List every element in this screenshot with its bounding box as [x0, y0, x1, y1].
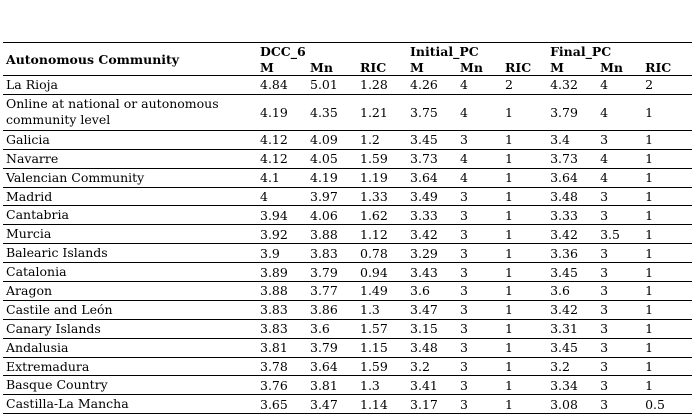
cell-final-m: 3.31: [547, 319, 597, 338]
cell-final-mn: 3: [597, 376, 642, 395]
cell-initial-mn: 3: [457, 357, 502, 376]
table-row: [3, 282, 692, 301]
cell-community: Catalonia: [3, 263, 257, 282]
cell-initial-ric: 1: [502, 395, 547, 414]
cell-initial-ric: 1: [502, 130, 547, 149]
cell-initial-ric: 1: [502, 263, 547, 282]
subheader-initial-ric: RIC: [505, 60, 532, 75]
cell-initial-mn: 4: [457, 94, 502, 130]
cell-final-mn: 3: [597, 357, 642, 376]
cell-final-mn: 3: [597, 300, 642, 319]
cell-dcc6-ric: 1.57: [357, 319, 407, 338]
cell-dcc6-m: 3.89: [257, 263, 307, 282]
cell-dcc6-mn: 4.05: [307, 149, 357, 168]
subheader-initial-mn: Mn: [460, 60, 483, 75]
cell-final-mn: 4: [597, 76, 642, 95]
cell-initial-ric: 1: [502, 282, 547, 301]
cell-dcc6-mn: 3.83: [307, 244, 357, 263]
table-row: [3, 357, 692, 376]
cell-final-m: 3.6: [547, 282, 597, 301]
cell-dcc6-mn: 3.88: [307, 225, 357, 244]
cell-final-ric: 1: [642, 244, 692, 263]
cell-dcc6-ric: 1.12: [357, 225, 407, 244]
cell-dcc6-m: 3.88: [257, 282, 307, 301]
cell-initial-ric: 1: [502, 300, 547, 319]
cell-final-ric: 1: [642, 149, 692, 168]
cell-dcc6-m: 4.12: [257, 130, 307, 149]
cell-final-ric: 1: [642, 282, 692, 301]
cell-initial-m: 3.64: [407, 168, 457, 187]
cell-final-mn: 3: [597, 130, 642, 149]
cell-dcc6-mn: 3.47: [307, 395, 357, 414]
cell-dcc6-ric: 1.14: [357, 395, 407, 414]
cell-dcc6-m: 3.94: [257, 206, 307, 225]
cell-dcc6-ric: 1.49: [357, 282, 407, 301]
cell-final-ric: 1: [642, 206, 692, 225]
cell-community: Galicia: [3, 130, 257, 149]
cell-dcc6-mn: 3.77: [307, 282, 357, 301]
data-table: [3, 42, 692, 414]
table-row: [3, 168, 692, 187]
cell-final-ric: 2: [642, 76, 692, 95]
cell-dcc6-ric: 1.28: [357, 76, 407, 95]
cell-initial-mn: 3: [457, 338, 502, 357]
cell-community: Andalusia: [3, 338, 257, 357]
cell-final-ric: 1: [642, 187, 692, 206]
cell-initial-m: 3.48: [407, 338, 457, 357]
cell-initial-mn: 3: [457, 130, 502, 149]
cell-final-m: 3.64: [547, 168, 597, 187]
cell-initial-mn: 3: [457, 376, 502, 395]
cell-dcc6-ric: 1.21: [357, 94, 407, 130]
cell-final-ric: 1: [642, 130, 692, 149]
cell-community: Extremadura: [3, 357, 257, 376]
cell-dcc6-m: 4.19: [257, 94, 307, 130]
subheader-final-m: M: [550, 60, 564, 75]
cell-community: Canary Islands: [3, 319, 257, 338]
cell-final-mn: 3: [597, 206, 642, 225]
cell-final-mn: 4: [597, 168, 642, 187]
cell-initial-mn: 3: [457, 187, 502, 206]
cell-final-ric: 1: [642, 263, 692, 282]
cell-dcc6-ric: 1.2: [357, 130, 407, 149]
cell-initial-ric: 1: [502, 319, 547, 338]
table-row: [3, 395, 692, 414]
header-group-dcc6: DCC_6: [257, 43, 407, 61]
cell-initial-m: 3.41: [407, 376, 457, 395]
cell-dcc6-mn: 5.01: [307, 76, 357, 95]
cell-final-m: 4.32: [547, 76, 597, 95]
cell-initial-ric: 1: [502, 206, 547, 225]
cell-dcc6-m: 3.83: [257, 319, 307, 338]
cell-dcc6-m: 3.83: [257, 300, 307, 319]
cell-initial-m: 3.6: [407, 282, 457, 301]
cell-initial-ric: 1: [502, 187, 547, 206]
cell-community: La Rioja: [3, 76, 257, 95]
cell-initial-ric: 1: [502, 168, 547, 187]
cell-final-m: 3.08: [547, 395, 597, 414]
cell-community: Balearic Islands: [3, 244, 257, 263]
cell-community: Valencian Community: [3, 168, 257, 187]
cell-initial-ric: 1: [502, 149, 547, 168]
cell-dcc6-mn: 3.97: [307, 187, 357, 206]
table-row: [3, 263, 692, 282]
cell-final-m: 3.34: [547, 376, 597, 395]
cell-initial-m: 3.45: [407, 130, 457, 149]
cell-community: Murcia: [3, 225, 257, 244]
subheader-final-ric: RIC: [645, 60, 672, 75]
subheader-dcc6-mn: Mn: [310, 60, 333, 75]
cell-dcc6-mn: 3.79: [307, 263, 357, 282]
cell-final-m: 3.79: [547, 94, 597, 130]
cell-dcc6-mn: 3.79: [307, 338, 357, 357]
cell-dcc6-m: 4.84: [257, 76, 307, 95]
cell-dcc6-ric: 1.59: [357, 357, 407, 376]
cell-initial-m: 3.2: [407, 357, 457, 376]
cell-dcc6-mn: 4.19: [307, 168, 357, 187]
cell-initial-ric: 1: [502, 244, 547, 263]
cell-community: Castile and León: [3, 300, 257, 319]
cell-initial-mn: 4: [457, 76, 502, 95]
cell-final-ric: 1: [642, 300, 692, 319]
cell-initial-m: 3.33: [407, 206, 457, 225]
cell-initial-ric: 1: [502, 94, 547, 130]
table-body: [3, 76, 692, 414]
table-row: [3, 376, 692, 395]
table-row: [3, 319, 692, 338]
cell-dcc6-ric: 0.94: [357, 263, 407, 282]
subheader-dcc6-ric: RIC: [360, 60, 387, 75]
cell-initial-m: 4.26: [407, 76, 457, 95]
table-row: [3, 225, 692, 244]
subheader-initial-m: M: [410, 60, 424, 75]
cell-initial-mn: 3: [457, 244, 502, 263]
cell-dcc6-m: 3.76: [257, 376, 307, 395]
table-row: [3, 244, 692, 263]
cell-final-m: 3.45: [547, 338, 597, 357]
cell-final-mn: 3: [597, 395, 642, 414]
header-group-final-pc: Final_PC: [547, 43, 692, 61]
cell-final-mn: 3.5: [597, 225, 642, 244]
cell-final-m: 3.42: [547, 225, 597, 244]
cell-dcc6-ric: 1.3: [357, 376, 407, 395]
cell-initial-m: 3.17: [407, 395, 457, 414]
cell-final-ric: 1: [642, 225, 692, 244]
cell-dcc6-ric: 1.33: [357, 187, 407, 206]
cell-final-mn: 3: [597, 282, 642, 301]
cell-initial-m: 3.29: [407, 244, 457, 263]
cell-initial-m: 3.49: [407, 187, 457, 206]
cell-initial-mn: 3: [457, 300, 502, 319]
cell-dcc6-mn: 3.86: [307, 300, 357, 319]
cell-community: Aragon: [3, 282, 257, 301]
cell-dcc6-ric: 1.19: [357, 168, 407, 187]
cell-dcc6-ric: 0.78: [357, 244, 407, 263]
cell-final-ric: 1: [642, 376, 692, 395]
header-group-initial-pc: Initial_PC: [407, 43, 547, 61]
cell-dcc6-mn: 3.64: [307, 357, 357, 376]
cell-dcc6-ric: 1.3: [357, 300, 407, 319]
cell-initial-ric: 1: [502, 357, 547, 376]
cell-final-mn: 4: [597, 94, 642, 130]
cell-dcc6-mn: 3.6: [307, 319, 357, 338]
cell-final-m: 3.33: [547, 206, 597, 225]
cell-dcc6-m: 3.9: [257, 244, 307, 263]
cell-dcc6-m: 3.81: [257, 338, 307, 357]
cell-final-m: 3.2: [547, 357, 597, 376]
cell-dcc6-mn: 4.09: [307, 130, 357, 149]
cell-dcc6-mn: 4.06: [307, 206, 357, 225]
cell-initial-ric: 1: [502, 338, 547, 357]
cell-final-mn: 3: [597, 263, 642, 282]
cell-final-mn: 3: [597, 244, 642, 263]
subheader-dcc6-m: M: [260, 60, 274, 75]
table-row: [3, 338, 692, 357]
cell-dcc6-ric: 1.59: [357, 149, 407, 168]
cell-final-mn: 3: [597, 338, 642, 357]
table-row: [3, 94, 692, 130]
cell-community: Cantabria: [3, 206, 257, 225]
cell-final-ric: 1: [642, 94, 692, 130]
cell-initial-m: 3.47: [407, 300, 457, 319]
subheader-final-mn: Mn: [600, 60, 623, 75]
cell-community: Navarre: [3, 149, 257, 168]
cell-final-ric: 1: [642, 319, 692, 338]
cell-initial-mn: 3: [457, 225, 502, 244]
cell-community: Castilla-La Mancha: [3, 395, 257, 414]
cell-community: Madrid: [3, 187, 257, 206]
cell-final-m: 3.73: [547, 149, 597, 168]
table-row: [3, 206, 692, 225]
cell-dcc6-m: 4.1: [257, 168, 307, 187]
cell-dcc6-m: 4: [257, 187, 307, 206]
cell-final-mn: 3: [597, 187, 642, 206]
table-row: [3, 76, 692, 95]
cell-dcc6-m: 3.65: [257, 395, 307, 414]
cell-initial-ric: 1: [502, 376, 547, 395]
cell-dcc6-ric: 1.15: [357, 338, 407, 357]
cell-dcc6-m: 3.92: [257, 225, 307, 244]
cell-initial-mn: 3: [457, 395, 502, 414]
cell-dcc6-mn: 4.35: [307, 94, 357, 130]
cell-initial-m: 3.73: [407, 149, 457, 168]
cell-initial-m: 3.42: [407, 225, 457, 244]
cell-dcc6-m: 4.12: [257, 149, 307, 168]
table-row: [3, 300, 692, 319]
cell-initial-mn: 4: [457, 168, 502, 187]
cell-community: Basque Country: [3, 376, 257, 395]
cell-initial-mn: 3: [457, 282, 502, 301]
cell-final-m: 3.48: [547, 187, 597, 206]
cell-final-m: 3.4: [547, 130, 597, 149]
cell-initial-m: 3.75: [407, 94, 457, 130]
cell-final-mn: 3: [597, 319, 642, 338]
cell-initial-mn: 3: [457, 263, 502, 282]
cell-dcc6-ric: 1.62: [357, 206, 407, 225]
cell-dcc6-m: 3.78: [257, 357, 307, 376]
header-community: Autonomous Community: [3, 43, 257, 76]
table-header: [3, 43, 692, 76]
table-row: [3, 149, 692, 168]
cell-initial-ric: 1: [502, 225, 547, 244]
cell-final-ric: 0.5: [642, 395, 692, 414]
cell-final-m: 3.42: [547, 300, 597, 319]
cell-final-mn: 4: [597, 149, 642, 168]
cell-community: Online at national or autonomous community level: [3, 94, 257, 130]
cell-final-ric: 1: [642, 357, 692, 376]
cell-initial-mn: 3: [457, 319, 502, 338]
cell-final-m: 3.36: [547, 244, 597, 263]
cell-initial-m: 3.15: [407, 319, 457, 338]
cell-initial-mn: 3: [457, 206, 502, 225]
table-row: [3, 187, 692, 206]
table-row: [3, 130, 692, 149]
cell-dcc6-mn: 3.81: [307, 376, 357, 395]
cell-final-ric: 1: [642, 168, 692, 187]
cell-final-m: 3.45: [547, 263, 597, 282]
cell-initial-mn: 4: [457, 149, 502, 168]
cell-initial-m: 3.43: [407, 263, 457, 282]
cell-final-ric: 1: [642, 338, 692, 357]
cell-initial-ric: 2: [502, 76, 547, 95]
